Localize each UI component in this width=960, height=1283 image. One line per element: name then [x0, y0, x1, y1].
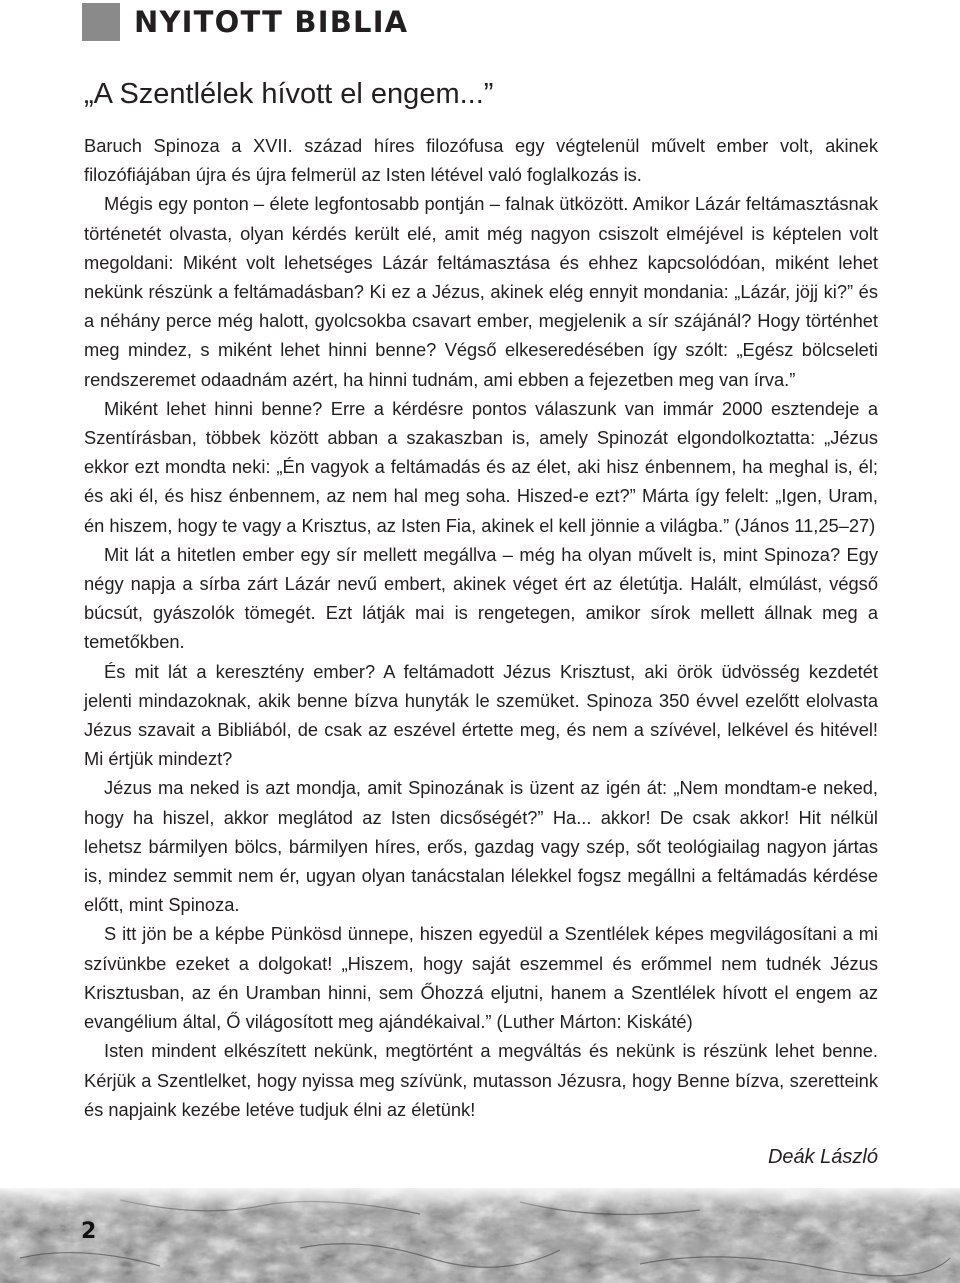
section-title: NYITOTT BIBLIA [134, 5, 409, 39]
author-signature: Deák László [767, 1146, 878, 1168]
article-title: „A Szentlélek hívott el engem...” [84, 78, 494, 110]
paragraph-2: Mégis egy ponton – élete legfontosabb pontján – falnak ütközött. Amikor Lázár feltámasztásnak történetét olvasta, olyan kérdés került elé, amit még nagyon csiszolt elméjével is képtelen volt megoldani: Miként volt lehetséges Lázár feltámasztása és ehhez kapcsolódóan, miként lehet nekünk részünk a feltámadásban? Ki ez a Jézus, akinek elég ennyit mondania: „Lázár, jöjj ki?” és a néhány perce még halott, gyolcsokba csavart ember, megjelenik a sír szájánál? Hogy történhet meg mindez, s miként lehet hinni benne? Végső elkeseredésében így szólt: „Egész bölcseleti rendszeremet odaadnám azért, ha hinni tudnám, ami ebben a fejezetben meg van írva.” [84, 193, 878, 390]
stone-texture-band [0, 1188, 960, 1283]
section-header [82, 2, 408, 42]
paragraph-5: És mit lát a keresztény ember? A feltámadott Jézus Krisztust, aki örök üdvösség kezdetét jelenti mindazoknak, akik benne bízva hunyták le szemüket. Spinoza 350 évvel ezelőtt elolvasta Jézus szavait a Bibliából, de csak az eszével értette meg, és nem a szívével, lelkével és hitével! Mi értjük mindezt? [84, 660, 878, 770]
header-square-marker [82, 3, 120, 41]
stone-texture-image [0, 1188, 960, 1283]
paragraph-3: Miként lehet hinni benne? Erre a kérdésre pontos válaszunk van immár 2000 esztendeje a Szentírásban, többek között abban a szakaszban is, amely Spinozát elgondolkoztatta: „Jézus ekkor ezt mondta neki: „Én vagyok a feltámadás és az élet, aki hisz énbennem, ha meghal is, él; és aki él, és hisz énbennem, az nem hal meg soha. Hiszed-e ezt?” Márta így felelt: „Igen, Uram, én hiszem, hogy te vagy a Krisztus, az Isten Fia, akinek el kell jönnie a világba.” (János 11,25–27) [84, 397, 878, 536]
paragraph-1: Baruch Spinoza a XVII. század híres filozófusa egy végtelenül művelt ember volt, akinek filozófiájában újra és újra felmerül az Isten létével való foglalkozás is. [84, 135, 878, 186]
paragraph-6: Jézus ma neked is azt mondja, amit Spinozának is üzent az igén át: „Nem mondtam-e neked, hogy ha hiszel, akkor meglátod az Isten dicsőségét?” Ha... akkor! De csak akkor! Hit nélkül lehetsz bármilyen bölcs, bármilyen híres, erős, gazdag vagy szép, sőt teológiailag nagyon jártas is, mindez semmit nem ér, ugyan olyan tanácstalan lélekkel fogsz megállni a feltámadás kérdése előtt, mint Spinoza. [84, 777, 878, 916]
article-body [84, 131, 878, 1124]
paragraph-7: S itt jön be a képbe Pünkösd ünnepe, hiszen egyedül a Szentlélek képes megvilágosítani a mi szívünkbe ezeket a dolgokat! „Hiszem, hogy saját eszemmel és erőmmel nem tudnék Jézus Krisztusban, az én Uramban hinni, sem Őhozzá eljutni, hanem a Szentlélek hívott el engem az evangélium által, Ő világosított meg ajándékaival.” (Luther Márton: Kiskáté) [84, 923, 878, 1033]
paragraph-8: Isten mindent elkészített nekünk, megtörtént a megváltás és nekünk is részünk lehet benne. Kérjük a Szentlelket, hogy nyissa meg szívünk, mutasson Jézusra, hogy Benne bízva, szeretteink és napjaink kezébe letéve tudjuk élni az életünk! [84, 1040, 878, 1120]
page-number: 2 [81, 1219, 97, 1244]
paragraph-4: Mit lát a hitetlen ember egy sír mellett megállva – még ha olyan művelt is, mint Spinoza? Egy négy napja a sírba zárt Lázár nevű embert, akinek véget ért az életútja. Halált, elmúlást, végső búcsút, gyászolók tömegét. Ezt látják mai is rengetegen, amikor sírok mellett állnak meg a temetőkben. [84, 543, 878, 653]
